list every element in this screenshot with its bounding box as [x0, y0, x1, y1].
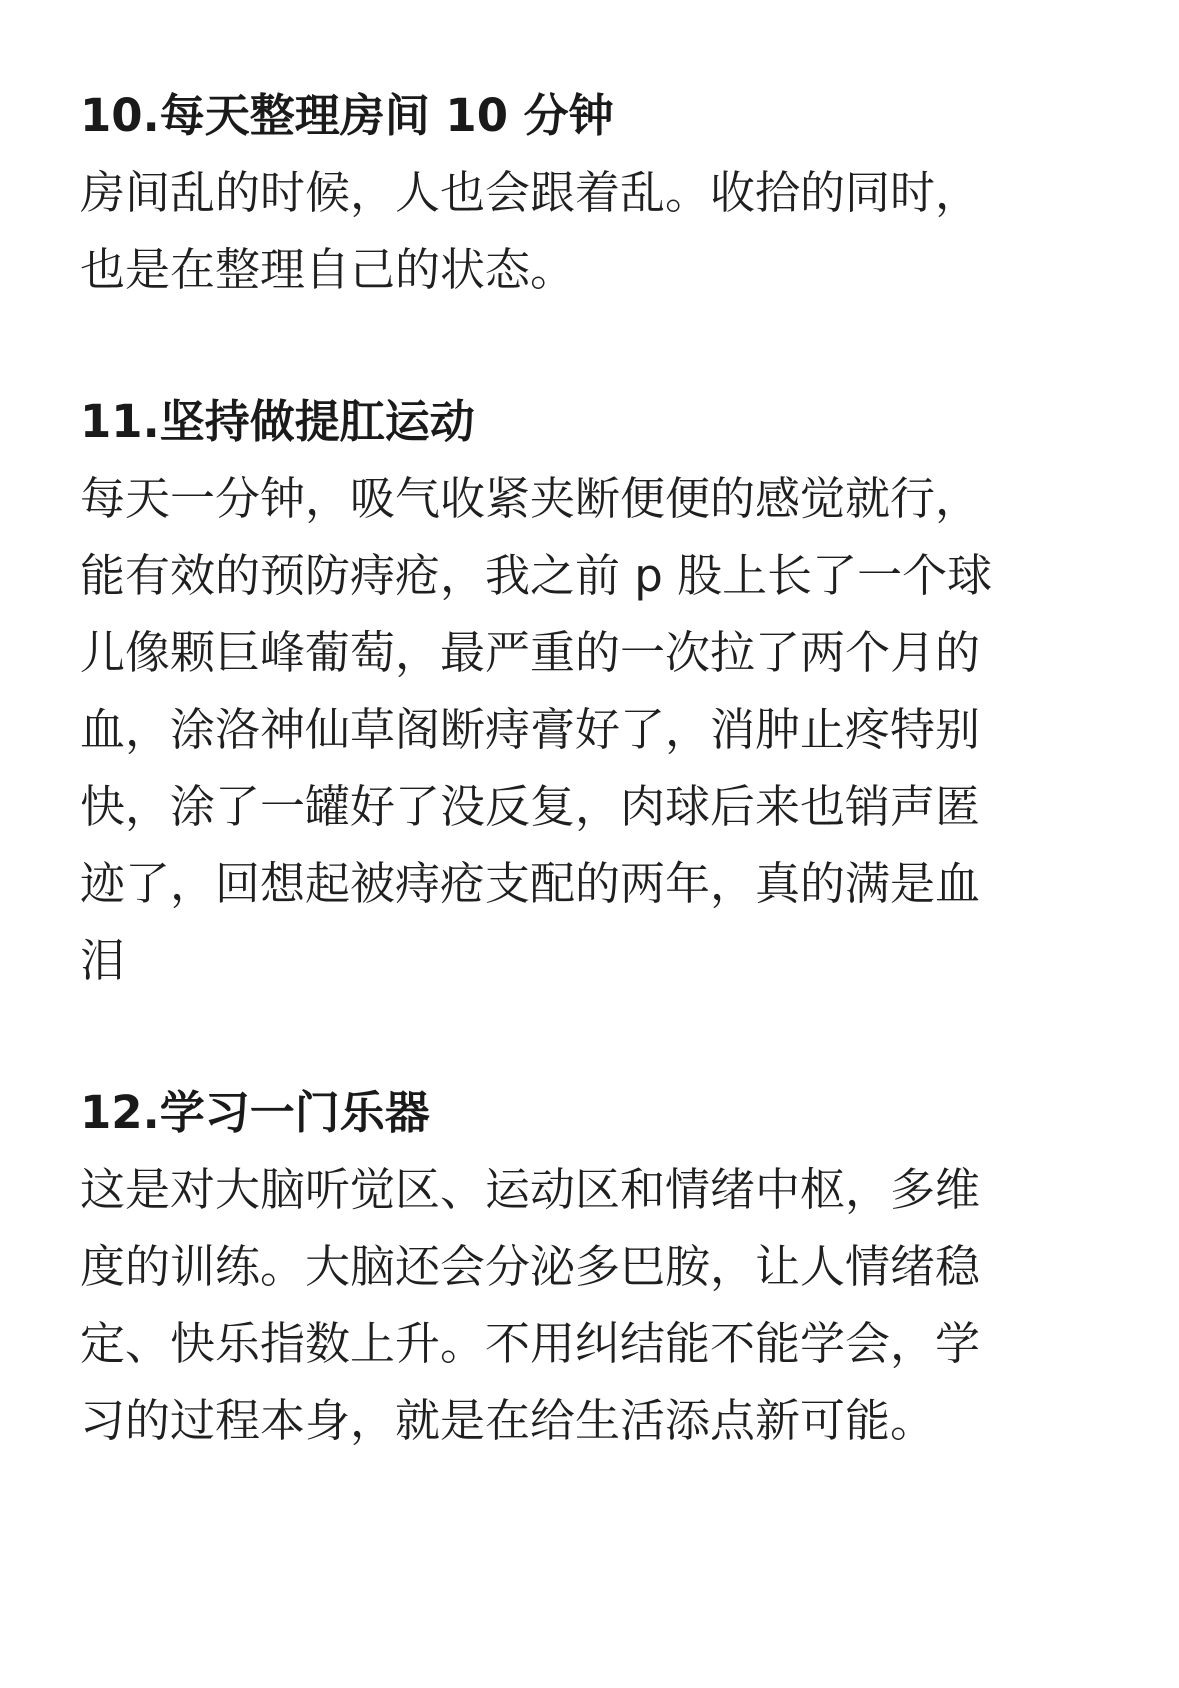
tip-text-line: 房间乱的时候，人也会跟着乱。收拾的同时， — [80, 166, 981, 219]
tip-section-11 — [80, 384, 1104, 999]
tip-section-12 — [80, 1075, 1104, 1459]
tip-text-line: 这是对大脑听觉区、运动区和情绪中枢，多维 — [80, 1163, 981, 1216]
tip-text-line: 定、快乐指数上升。不用纠结能不能学会，学 — [80, 1317, 981, 1370]
tip-text-line: 迹了，回想起被痔疮支配的两年，真的满是血 — [80, 857, 981, 910]
tip-heading: 12.学习一门乐器 — [80, 1086, 430, 1139]
tip-text-line: 能有效的预防痔疮，我之前 p 股上长了一个球 — [80, 549, 993, 602]
tip-text-line: 血，涂洛神仙草阁断痔膏好了，消肿止疼特别 — [80, 703, 981, 756]
tip-section-10 — [80, 78, 1104, 308]
tip-text-line: 也是在整理自己的状态。 — [80, 243, 576, 296]
tip-text-line: 快，涂了一罐好了没反复，肉球后来也销声匿 — [80, 780, 981, 833]
tip-text-line: 习的过程本身，就是在给生活添点新可能。 — [80, 1394, 936, 1447]
tip-heading: 11.坚持做提肛运动 — [80, 395, 475, 448]
article-body — [80, 78, 1104, 1459]
tip-text-line: 儿像颗巨峰葡萄，最严重的一次拉了两个月的 — [80, 626, 981, 679]
tip-text-line: 度的训练。大脑还会分泌多巴胺，让人情绪稳 — [80, 1240, 981, 1293]
tip-text-line: 每天一分钟，吸气收紧夹断便便的感觉就行， — [80, 472, 981, 525]
tip-heading: 10.每天整理房间 10 分钟 — [80, 89, 614, 142]
tip-text-line: 泪 — [80, 934, 126, 987]
